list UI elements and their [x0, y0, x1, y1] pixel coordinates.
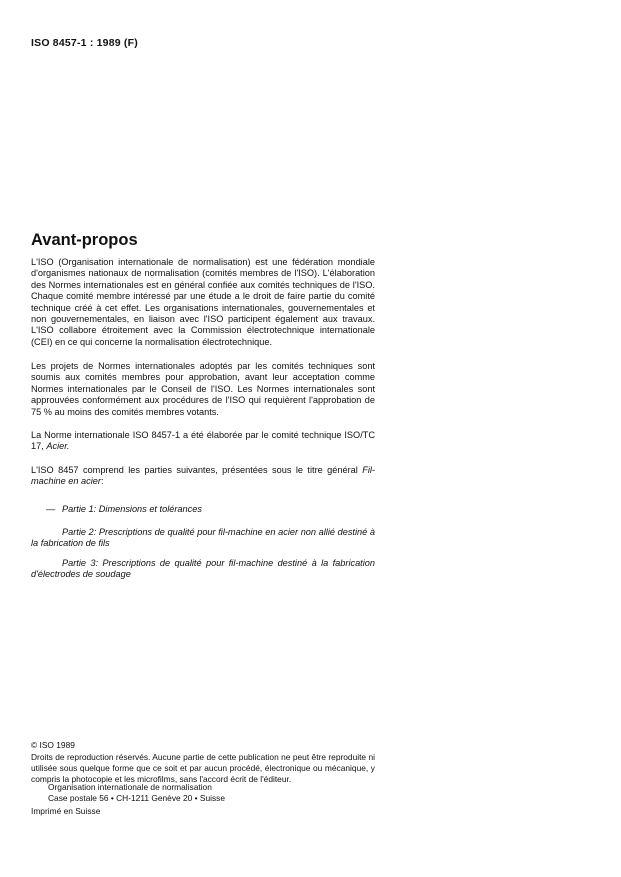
organization-name: Organisation internationale de normalisation — [48, 782, 212, 792]
parts-intro-text: L'ISO 8457 comprend les parties suivantes, présentées sous le titre général — [31, 465, 358, 475]
list-item-part1: Partie 1: Dimensions et tolérances — [62, 504, 202, 514]
parts-intro-italic: Fil-machine en acier — [31, 465, 375, 487]
printed-in: Imprimé en Suisse — [31, 806, 101, 816]
committee-italic: Acier. — [46, 441, 70, 452]
document-header: ISO 8457-1 : 1989 (F) — [31, 37, 138, 49]
dash-marker: — — [46, 504, 56, 514]
paragraph-approval: Les projets de Normes internationales adoptés par les comités techniques sont soumis aux comités membres pour approbation, avant leur acceptation comme Normes internationales par le Conseil de l'ISO. Les Normes internationales sont approuvées conformément aux procédures de l'ISO qui requièrent l'approbation de 75 % au moins des comités membres votants. — [31, 361, 375, 417]
paragraph-iso-intro: L'ISO (Organisation internationale de normalisation) est une fédération mondiale d'organismes nationaux de normalisation (comités membres de l'ISO). L'élaboration des Normes internationales est en général confiée aux comités techniques de l'ISO. Chaque comité membre intéressé par une étude a le droit de faire partie du comité technique créé à cet effet. Les organisations internationales, gouvernementales et non gouvernementales, en liaison avec l'ISO participent également aux travaux. L'ISO collabore étroitement avec la Commission électrotechnique internationale (CEI) en ce qui concerne la normalisation électrotechnique. — [31, 257, 375, 347]
copyright-line: © ISO 1989 — [31, 740, 75, 750]
list-item-part3: Partie 3: Prescriptions de qualité pour fil-machine destiné à la fabrication d'électrodes de soudage — [31, 558, 375, 580]
paragraph-parts-intro — [31, 465, 375, 488]
paragraph-committee — [31, 430, 375, 453]
list-item-part2: Partie 2: Prescriptions de qualité pour fil-machine en acier non allié destiné à la fabrication de fils — [31, 527, 375, 549]
committee-text: La Norme internationale ISO 8457-1 a été élaborée par le comité technique ISO/TC 17, — [31, 430, 375, 452]
section-title: Avant-propos — [31, 231, 138, 249]
rights-notice: Droits de reproduction réservés. Aucune partie de cette publication ne peut être reproduite ni utilisée sous quelque forme que ce soit et par aucun procédé, électronique ou mécanique, y compris la photocopie et les microfilms, sans l'accord écrit de l'éditeur. — [31, 752, 375, 784]
organization-address: Case postale 56 • CH-1211 Genève 20 • Suisse — [48, 793, 226, 803]
parts-intro-colon: : — [100, 476, 104, 487]
